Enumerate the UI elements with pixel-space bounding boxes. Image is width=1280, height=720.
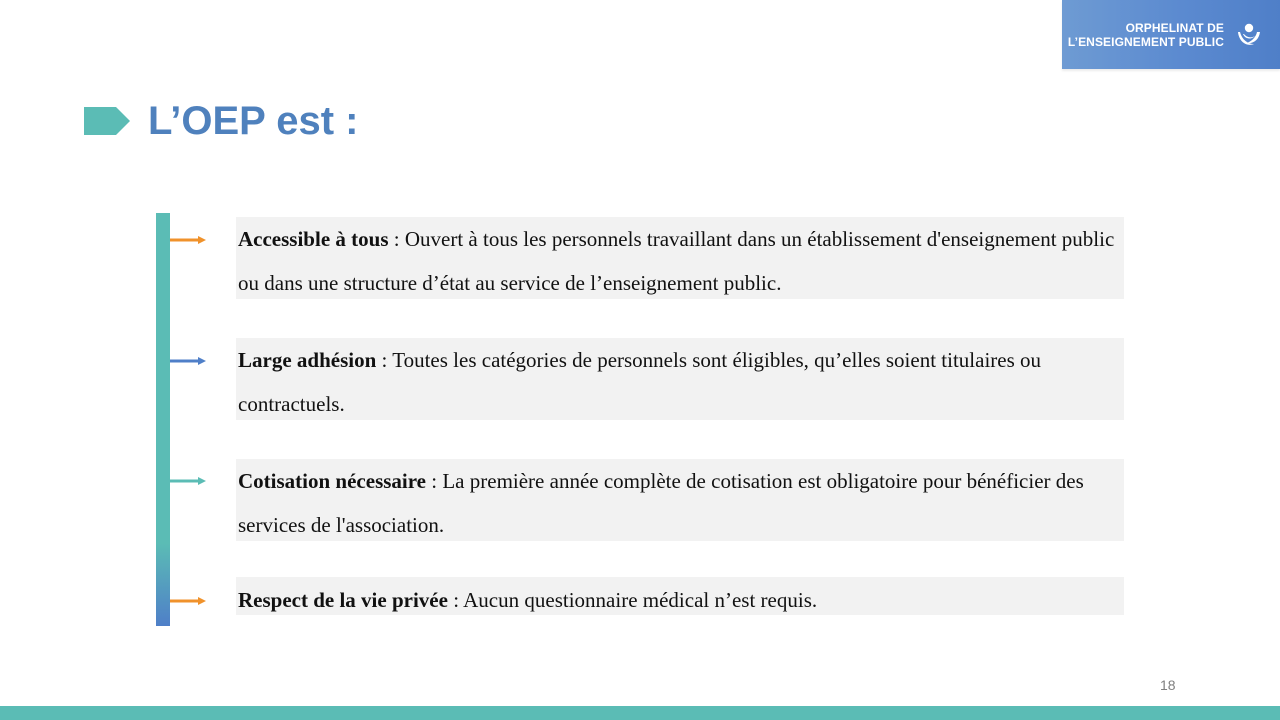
item-text: La première année complète de cotisation est obligatoire pour bénéficier des services de l'association. (238, 469, 1084, 537)
page-title: L’OEP est : (148, 99, 359, 143)
item-text: Toutes les catégories de personnels sont éligibles, qu’elles soient titulaires ou contractuels. (238, 348, 1042, 416)
list-item (236, 459, 1124, 541)
arrow-icon (170, 596, 206, 606)
footer-band (0, 706, 1280, 720)
list-item (236, 577, 1124, 615)
item-separator: : (447, 588, 464, 612)
item-separator: : (426, 469, 443, 493)
arrow-icon (170, 356, 206, 366)
logo-emblem-icon (1234, 20, 1264, 50)
logo-text (1068, 21, 1224, 49)
timeline-bar (156, 213, 170, 626)
item-separator: : (388, 227, 405, 251)
logo-banner (1062, 0, 1280, 69)
logo-line-2: L’ENSEIGNEMENT PUBLIC (1067, 35, 1224, 49)
logo-line-1: ORPHELINAT DE (1125, 21, 1224, 35)
item-term: Cotisation nécessaire (238, 469, 427, 493)
arrow-icon (170, 235, 206, 245)
arrow-icon (170, 476, 206, 486)
item-separator: : (376, 348, 393, 372)
title-tag-icon (84, 107, 130, 135)
list-item (236, 217, 1124, 299)
item-text: Aucun questionnaire médical n’est requis. (463, 588, 818, 612)
item-term: Respect de la vie privée (238, 588, 448, 612)
item-term: Large adhésion (238, 348, 377, 372)
item-text: Ouvert à tous les personnels travaillant dans un établissement d'enseignement public ou dans une structure d’état au service de l’enseignement public. (238, 227, 1115, 295)
list-item (236, 338, 1124, 420)
page-number: 18 (1160, 677, 1176, 693)
item-term: Accessible à tous (238, 227, 389, 251)
